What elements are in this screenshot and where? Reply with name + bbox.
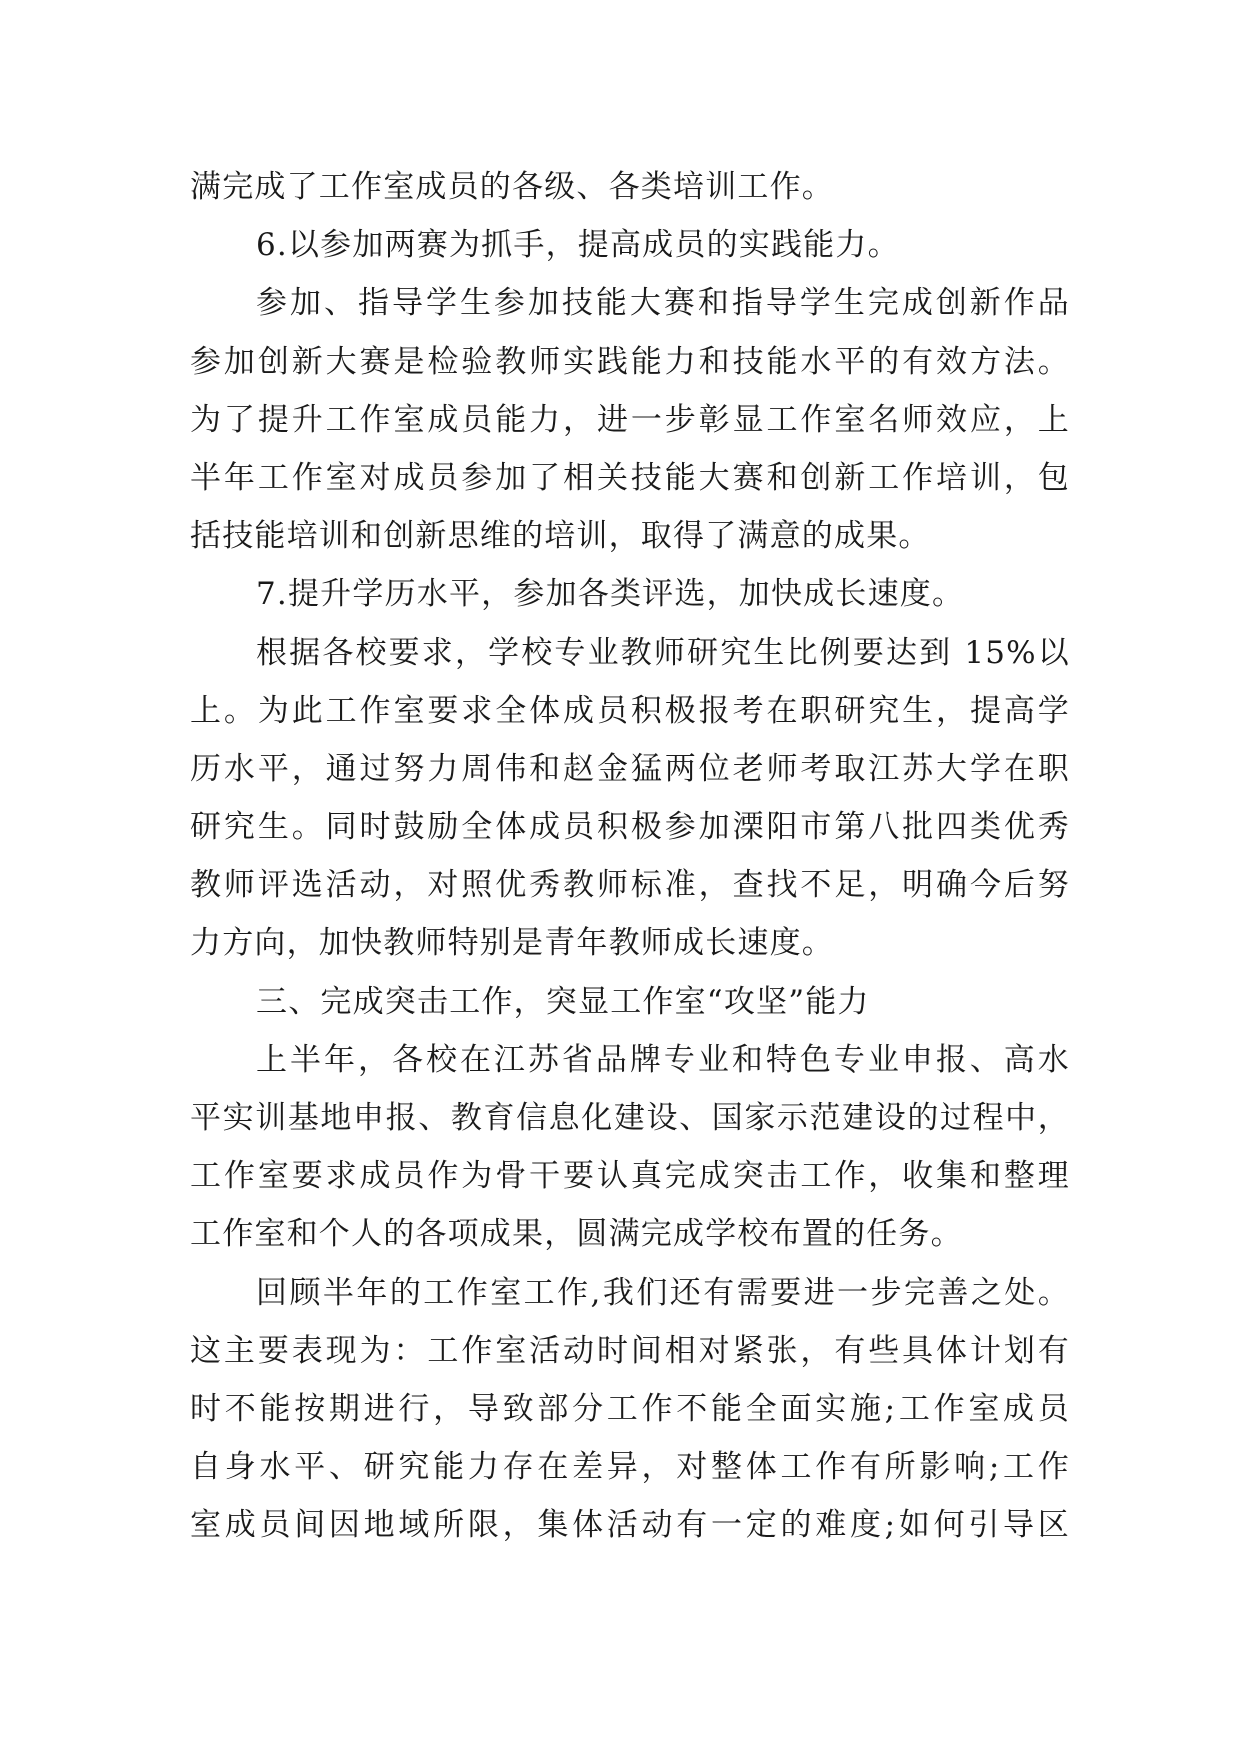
text-line: 工作室和个人的各项成果，圆满完成学校布置的任务。 — [190, 1216, 963, 1253]
text-line: 力方向，加快教师特别是青年教师成长速度。 — [190, 925, 834, 962]
text-line: 为了提升工作室成员能力，进一步彰显工作室名师效应，上 — [190, 401, 1070, 438]
text-line: 参加创新大赛是检验教师实践能力和技能水平的有效方法。 — [190, 343, 1070, 380]
text-line: 时不能按期进行，导致部分工作不能全面实施;工作室成员 — [190, 1390, 1070, 1427]
text-line: 根据各校要求，学校专业教师研究生比例要达到 15%以 — [256, 634, 1070, 671]
text-line: 上。为此工作室要求全体成员积极报考在职研究生，提高学 — [190, 692, 1070, 729]
text-line: 参加、指导学生参加技能大赛和指导学生完成创新作品 — [256, 285, 1070, 322]
text-line: 上半年，各校在江苏省品牌专业和特色专业申报、高水 — [256, 1041, 1070, 1078]
text-line: 括技能培训和创新思维的培训，取得了满意的成果。 — [190, 518, 931, 555]
text-line: 6.以参加两赛为抓手，提高成员的实践能力。 — [256, 227, 900, 264]
text-line: 室成员间因地域所限，集体活动有一定的难度;如何引导区 — [190, 1507, 1070, 1544]
text-line: 教师评选活动，对照优秀教师标准，查找不足，明确今后努 — [190, 867, 1070, 904]
body-text — [190, 158, 1070, 1555]
text-line: 回顾半年的工作室工作,我们还有需要进一步完善之处。 — [256, 1274, 1070, 1311]
text-line: 半年工作室对成员参加了相关技能大赛和创新工作培训，包 — [190, 459, 1070, 496]
text-line: 7.提升学历水平，参加各类评选，加快成长速度。 — [256, 576, 965, 613]
text-line: 历水平，通过努力周伟和赵金猛两位老师考取江苏大学在职 — [190, 750, 1070, 787]
text-line: 这主要表现为：工作室活动时间相对紧张，有些具体计划有 — [190, 1332, 1070, 1369]
text-line: 满完成了工作室成员的各级、各类培训工作。 — [190, 169, 834, 205]
text-line: 工作室要求成员作为骨干要认真完成突击工作，收集和整理 — [190, 1158, 1070, 1195]
text-line: 三、完成突击工作，突显工作室“攻坚”能力 — [256, 983, 870, 1020]
text-line: 自身水平、研究能力存在差异，对整体工作有所影响;工作 — [190, 1449, 1070, 1486]
text-line: 研究生。同时鼓励全体成员积极参加溧阳市第八批四类优秀 — [190, 809, 1070, 846]
text-line: 平实训基地申报、教育信息化建设、国家示范建设的过程中， — [190, 1100, 1070, 1136]
